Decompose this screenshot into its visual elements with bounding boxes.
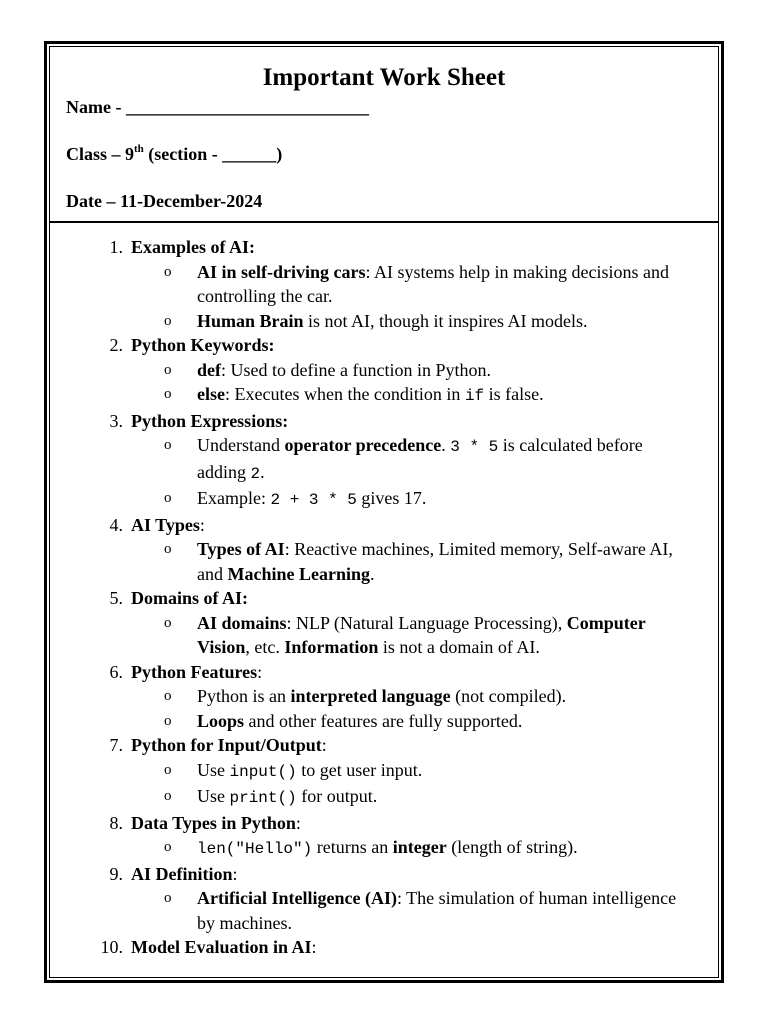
list-item-heading: AI Definition [131,863,233,884]
list-item-heading: Python Keywords: [131,335,275,355]
sub-list-item [0,260,768,309]
list-item [0,733,768,758]
sub-item-text: Understand [197,435,285,455]
list-item-heading: Python Expressions: [131,410,289,431]
sub-list-item [0,758,768,785]
sub-item-text: is false. [484,384,544,404]
list-item-number: 10. [100,937,123,957]
list-item [0,513,768,538]
sub-list-item [0,709,768,734]
sub-list-item [0,684,768,709]
class-field-suffix: (section - ______) [143,144,283,164]
list-item-heading-colon: : [199,514,205,535]
sub-item-text: gives 17. [356,488,427,508]
list-item-heading: Model Evaluation in AI [131,937,312,957]
bullet-icon: o [164,437,172,453]
code-snippet: 3 * 5 [450,438,499,456]
list-item [0,811,768,836]
sub-item-text: . [260,461,265,482]
list-item [0,660,768,685]
bold-term: AI in self-driving cars [197,261,366,282]
sub-list-item [0,358,768,383]
list-item-number: 2. [109,335,123,355]
bullet-icon: o [164,312,172,329]
list-item-heading-colon: : [232,863,238,884]
class-field-prefix: Class – 9 [66,144,135,164]
sub-item-text: . [441,435,451,455]
bullet-icon: o [164,839,172,855]
list-item [0,409,768,434]
bold-term: Loops [197,710,245,731]
list-item-number: 7. [109,735,123,755]
name-field: Name - ___________________________ [66,97,369,117]
sub-item-text: is calculated before adding [197,435,643,482]
sub-list-item [0,611,768,660]
class-field-superscript: th [134,143,144,155]
list-item [0,862,768,887]
code-snippet: 2 [250,464,261,483]
list-item-number: 3. [109,410,123,431]
bold-term: else [197,384,225,404]
list-item-number: 8. [109,812,123,833]
list-item-heading: AI Types [131,514,200,535]
sub-list-item [0,886,768,935]
sub-item-text: : NLP (Natural Language Processing), [286,612,567,633]
sub-item-text: : The simulation of human intelligence by machines. [197,888,677,933]
code-snippet: print() [229,789,297,807]
sub-list-item [0,835,768,862]
sub-item-text: : Reactive machines, Limited memory, Self-aware AI, and [197,539,673,584]
list-item [0,235,768,260]
list-item [0,935,768,960]
bold-term: Information [284,637,379,657]
sub-item-text: to get user input. [296,759,423,780]
bold-term: Machine Learning [227,563,370,584]
bullet-icon: o [164,361,172,378]
list-item-heading-colon: : [311,937,317,957]
sub-list-item [0,382,768,409]
bold-term: Types of AI [197,539,285,559]
sub-item-text: Use [197,759,230,780]
bold-term: interpreted language [290,686,451,706]
sub-item-text: , etc. [245,637,285,657]
sub-item-text: is not AI, though it inspires AI models. [303,310,588,331]
list-item-number: 9. [109,863,123,884]
sub-list-item [0,309,768,334]
sub-item-text: for output. [296,786,378,806]
list-item-heading-colon: : [295,812,301,833]
sub-item-text: is not a domain of AI. [378,637,540,657]
sub-item-text: and other features are fully supported. [244,710,523,731]
bullet-icon: o [164,688,172,704]
list-item-heading-colon: : [321,735,327,755]
bold-term: Computer Vision [197,612,646,657]
bold-term: Human Brain [197,310,304,331]
sub-list-item [0,486,768,513]
bullet-icon: o [164,490,172,506]
sub-item-text: returns an [312,837,393,857]
bullet-icon: o [164,541,172,557]
code-snippet: input() [229,762,297,781]
code-snippet: if [464,387,485,405]
sub-item-text: : Used to define a function in Python. [221,359,491,380]
list-item [0,333,768,358]
list-item-number: 5. [109,588,123,608]
class-field [66,143,282,165]
sub-item-text: : Executes when the condition in [224,384,465,404]
bold-term: def [197,359,221,380]
list-item-number: 4. [109,514,123,535]
bullet-icon: o [164,890,172,906]
list-item-number: 6. [109,661,123,682]
bullet-icon: o [164,761,172,778]
code-snippet: 2 + 3 * 5 [270,491,357,509]
sub-item-text: Python is an [197,686,291,706]
bullet-icon: o [164,712,172,729]
list-item-heading-colon: : [257,661,263,682]
code-snippet: len("Hello") [197,840,313,858]
bullet-icon: o [164,788,172,804]
sub-item-text: Use [197,786,230,806]
bold-term: integer [392,837,447,857]
bullet-icon: o [164,263,172,280]
bullet-icon: o [164,386,172,402]
worksheet-list [0,235,768,960]
sub-item-text: (length of string). [446,837,578,857]
list-item-heading: Examples of AI: [131,237,256,257]
sub-item-text: : AI systems help in making decisions and controlling the car. [197,261,669,306]
sub-item-text: . [370,563,375,584]
bullet-icon: o [164,614,172,631]
page-title: Important Work Sheet [262,64,506,91]
list-item-heading: Domains of AI: [131,588,249,608]
bold-term: operator precedence [284,435,442,455]
sub-item-text: (not compiled). [450,686,567,706]
list-item-heading: Python for Input/Output [131,735,322,755]
list-item [0,586,768,611]
list-item-heading: Data Types in Python [131,812,296,833]
sub-list-item [0,433,768,486]
sub-list-item [0,784,768,811]
bold-term: AI domains [197,612,287,633]
date-field: Date – 11-December-2024 [66,191,263,211]
list-item-number: 1. [109,237,123,257]
sub-list-item [0,537,768,586]
header-divider [49,221,719,223]
sub-item-text: Example: [197,488,271,508]
list-item-heading: Python Features [131,661,258,682]
bold-term: Artificial Intelligence (AI) [197,888,397,908]
